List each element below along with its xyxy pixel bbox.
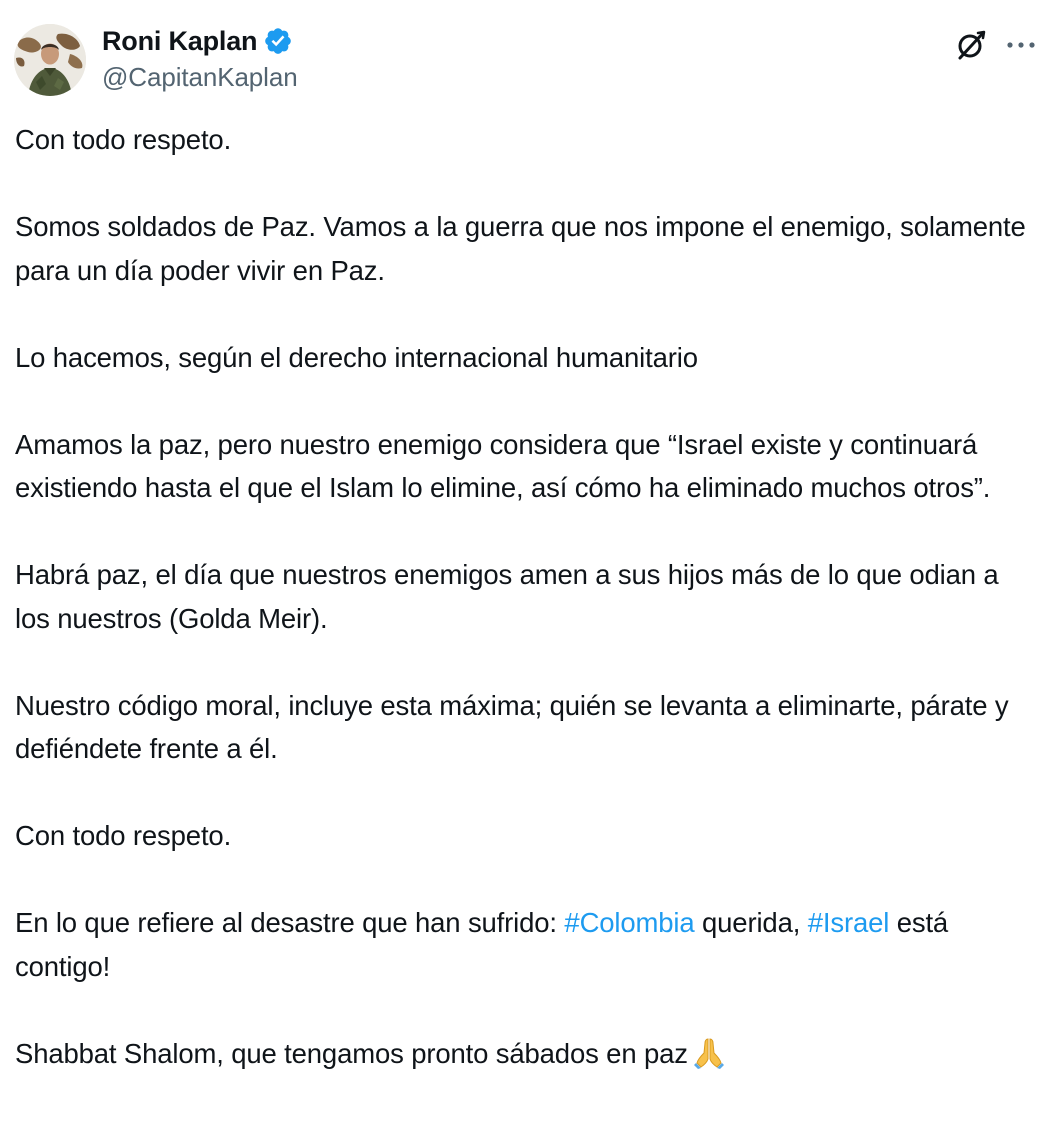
author-handle[interactable]: @CapitanKaplan [102,62,298,92]
display-name-row [102,24,298,58]
folded-hands-emoji-icon [692,1035,726,1082]
avatar[interactable] [14,24,86,96]
tweet-paragraph-7: Con todo respeto. [15,820,232,851]
paragraph-8-prefix: En lo que refiere al desastre que han sufrido: [15,907,565,938]
tweet-paragraph-9 [15,1032,1040,1082]
tweet-paragraph-8 [15,901,1040,988]
author-names [102,24,298,93]
paragraph-9-text: Shabbat Shalom, que tengamos pronto sábados en paz [15,1037,688,1069]
tweet-text [15,118,1040,1081]
more-icon[interactable] [1002,28,1040,62]
tweet-paragraph-3: Lo hacemos, según el derecho internacional humanitario [15,341,698,373]
tweet-paragraph-4: Amamos la paz, pero nuestro enemigo considera que “Israel existe y continuará existiendo hasta el que el Islam lo elimine, así cómo ha eliminado muchos otros”. [15,428,991,503]
grok-icon[interactable] [954,28,988,62]
tweet-paragraph-2: Somos soldados de Paz. Vamos a la guerra que nos impone el enemigo, solamente para un día poder vivir en Paz. [15,211,1026,286]
tweet-paragraph-1: Con todo respeto. [15,124,232,155]
hashtag-colombia-link[interactable]: #Colombia [564,907,695,938]
verified-badge-icon[interactable] [263,26,293,56]
tweet-header [14,20,1044,100]
tweet-paragraph-5: Habrá paz, el día que nuestros enemigos amen a sus hijos más de lo que odian a los nuestros (Golda Meir). [15,559,999,634]
display-name[interactable]: Roni Kaplan [102,25,258,56]
hashtag-israel-link[interactable]: #Israel [807,907,890,938]
avatar-photo-icon [14,24,86,96]
paragraph-8-middle: querida, [694,907,808,938]
paragraph-8-suffix: está contigo! [15,907,949,982]
tweet-paragraph-6: Nuestro código moral, incluye esta máxima; quién se levanta a eliminarte, párate y defiéndete frente a él. [15,689,1009,764]
